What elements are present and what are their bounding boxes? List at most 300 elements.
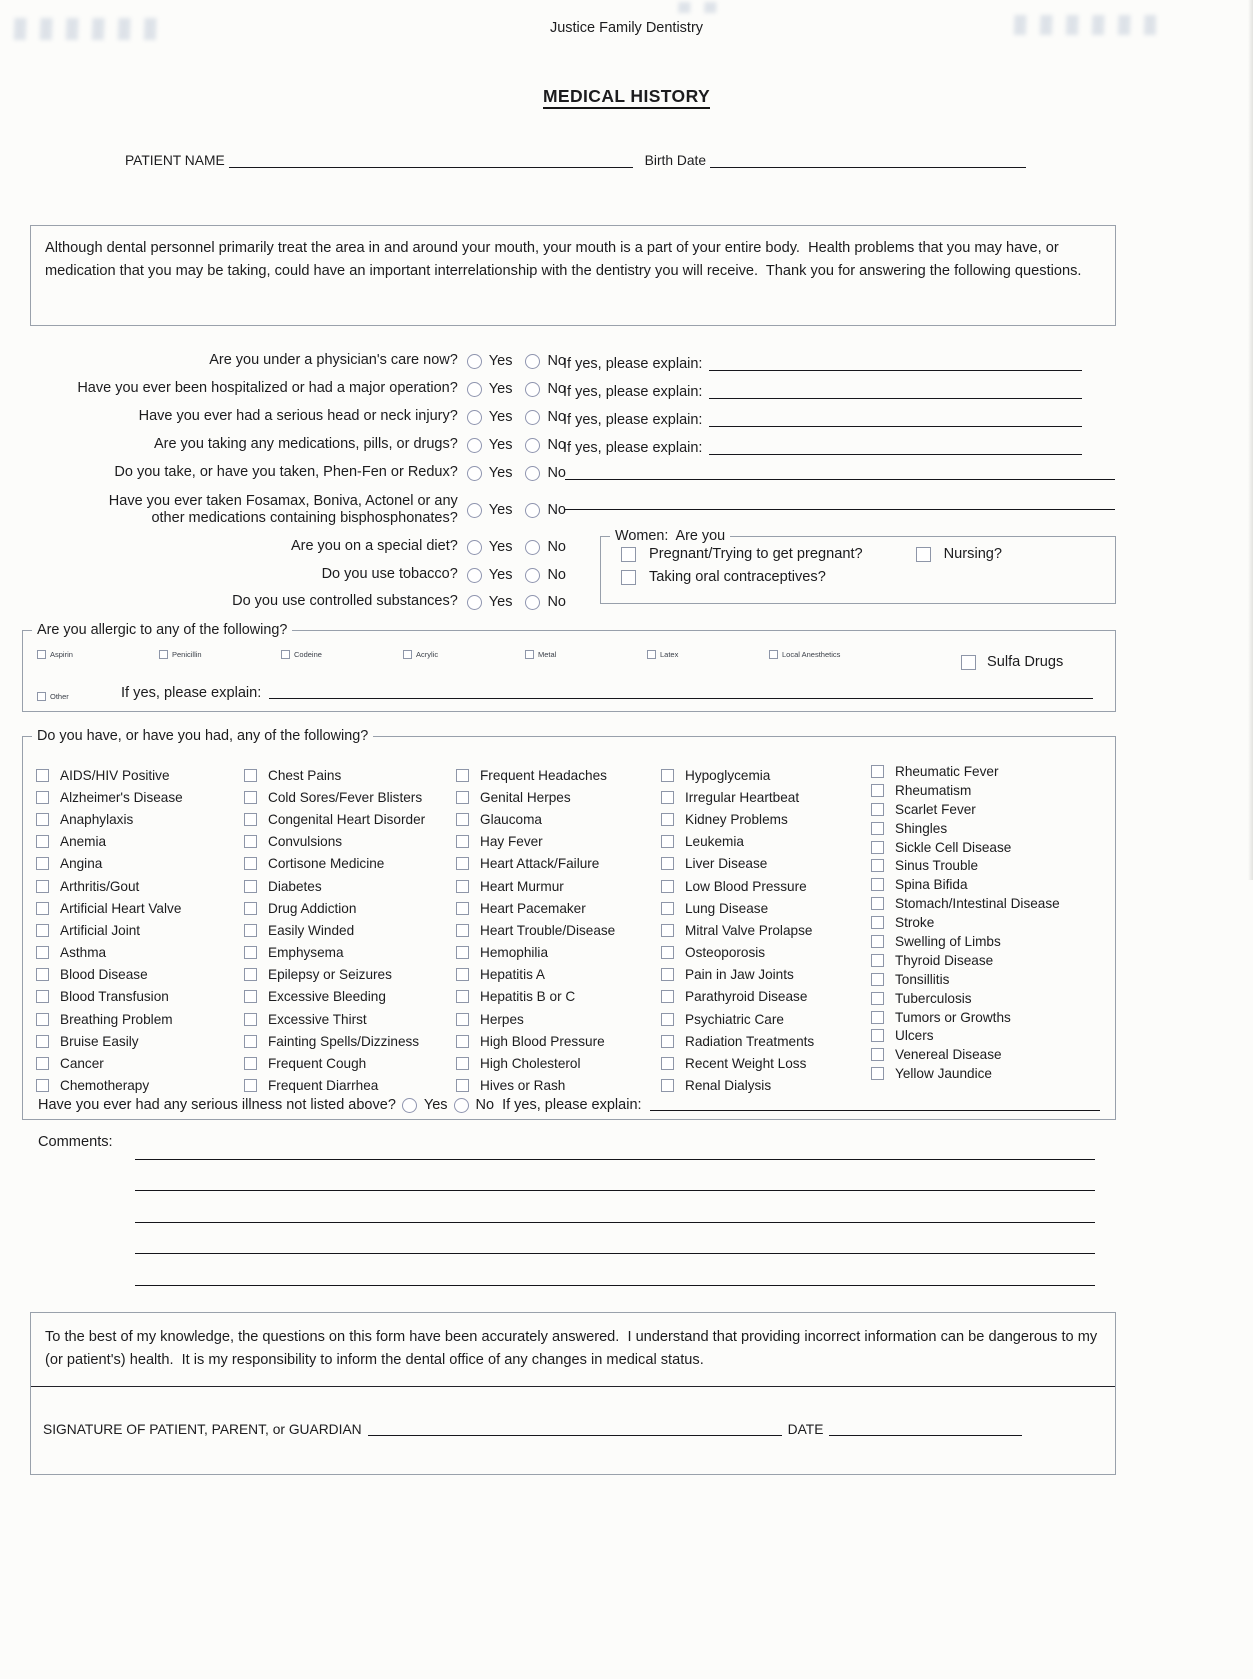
condition-checkbox[interactable] — [244, 990, 257, 1003]
condition-checkbox[interactable] — [456, 902, 469, 915]
sulfa-drugs-checkbox[interactable] — [961, 655, 976, 670]
allergy-checkbox[interactable] — [403, 650, 412, 659]
question-label: Do you use tobacco? — [321, 566, 458, 583]
condition-checkbox[interactable] — [244, 1057, 257, 1070]
allergy-item — [37, 650, 159, 659]
condition-checkbox[interactable] — [244, 1013, 257, 1026]
no-radio[interactable] — [525, 595, 540, 610]
condition-checkbox[interactable] — [456, 857, 469, 870]
condition-item — [661, 831, 814, 853]
condition-checkbox[interactable] — [36, 1057, 49, 1070]
conditions-column-1 — [36, 764, 183, 1097]
yes-radio[interactable] — [467, 503, 482, 518]
condition-checkbox[interactable] — [456, 791, 469, 804]
condition-item — [871, 932, 1060, 951]
condition-checkbox[interactable] — [244, 1035, 257, 1048]
condition-checkbox[interactable] — [661, 924, 674, 937]
condition-label: Osteoporosis — [685, 945, 766, 961]
no-radio[interactable] — [525, 410, 540, 425]
patient-name-label: PATIENT NAME — [125, 153, 225, 168]
condition-label: Hay Fever — [480, 834, 543, 850]
condition-label: Rheumatism — [895, 782, 972, 798]
yes-label: Yes — [488, 437, 513, 453]
page-title: MEDICAL HISTORY — [543, 86, 710, 109]
conditions-column-4 — [661, 764, 814, 1097]
condition-item — [36, 875, 183, 897]
condition-label: Genital Herpes — [480, 789, 571, 805]
condition-label: Chest Pains — [268, 767, 342, 783]
condition-item — [244, 942, 425, 964]
condition-checkbox[interactable] — [456, 946, 469, 959]
sulfa-drugs-label: Sulfa Drugs — [987, 654, 1064, 670]
condition-label: Breathing Problem — [60, 1011, 173, 1027]
condition-checkbox[interactable] — [456, 1079, 469, 1092]
condition-item — [456, 764, 615, 786]
condition-label: Parathyroid Disease — [685, 989, 808, 1005]
condition-item — [661, 1052, 814, 1074]
consent-section — [30, 1312, 1116, 1475]
explain-line[interactable] — [709, 398, 1082, 399]
condition-label: Hives or Rash — [480, 1078, 566, 1094]
condition-checkbox[interactable] — [871, 765, 884, 778]
condition-checkbox[interactable] — [36, 813, 49, 826]
condition-item — [871, 951, 1060, 970]
comments-line[interactable] — [135, 1285, 1095, 1286]
condition-checkbox[interactable] — [456, 924, 469, 937]
condition-checkbox[interactable] — [36, 1035, 49, 1048]
condition-checkbox[interactable] — [661, 946, 674, 959]
condition-item — [871, 800, 1060, 819]
birth-date-label: Birth Date — [644, 153, 707, 168]
yes-radio[interactable] — [467, 568, 482, 583]
condition-label: High Cholesterol — [480, 1056, 581, 1072]
explain-line[interactable] — [709, 454, 1082, 455]
condition-label: Hemophilia — [480, 945, 549, 961]
yes-radio[interactable] — [402, 1098, 417, 1113]
condition-item — [244, 964, 425, 986]
yes-radio[interactable] — [467, 438, 482, 453]
serious-illness-question: Have you ever had any serious illness not listed above? — [38, 1097, 396, 1113]
other-allergy-checkbox[interactable] — [37, 692, 46, 701]
serious-illness-explain-line[interactable] — [650, 1110, 1100, 1111]
patient-name-line[interactable] — [229, 167, 633, 168]
condition-checkbox[interactable] — [661, 813, 674, 826]
condition-label: Radiation Treatments — [685, 1033, 815, 1049]
condition-checkbox[interactable] — [661, 968, 674, 981]
condition-label: Renal Dialysis — [685, 1078, 772, 1094]
clinic-name: Justice Family Dentistry — [549, 20, 704, 36]
condition-label: Cold Sores/Fever Blisters — [268, 789, 423, 805]
allergy-label: Codeine — [294, 650, 322, 659]
condition-item — [244, 1052, 425, 1074]
condition-item — [36, 764, 183, 786]
allergy-other-row — [37, 682, 1093, 701]
no-radio[interactable] — [454, 1098, 469, 1113]
condition-checkbox[interactable] — [661, 769, 674, 782]
condition-item — [661, 1008, 814, 1030]
no-label: No — [475, 1097, 495, 1113]
yes-radio[interactable] — [467, 382, 482, 397]
condition-label: Heart Attack/Failure — [480, 856, 600, 872]
condition-item — [244, 786, 425, 808]
allergy-checkbox[interactable] — [525, 650, 534, 659]
question-label: Have you ever taken Fosamax, Boniva, Actonel or any other medications containing bisphosphonates? — [108, 492, 458, 526]
condition-item — [36, 853, 183, 875]
condition-label: Cortisone Medicine — [268, 856, 385, 872]
condition-item — [871, 781, 1060, 800]
condition-item — [456, 831, 615, 853]
condition-checkbox[interactable] — [871, 1067, 884, 1080]
condition-checkbox[interactable] — [661, 1013, 674, 1026]
condition-item — [661, 964, 814, 986]
condition-item — [661, 853, 814, 875]
condition-checkbox[interactable] — [871, 803, 884, 816]
no-radio[interactable] — [525, 540, 540, 555]
question-row-phen-fen — [20, 459, 566, 487]
condition-item — [244, 808, 425, 830]
condition-checkbox[interactable] — [244, 791, 257, 804]
condition-checkbox[interactable] — [36, 1013, 49, 1026]
allergy-checkbox[interactable] — [647, 650, 656, 659]
condition-checkbox[interactable] — [871, 973, 884, 986]
condition-checkbox[interactable] — [871, 878, 884, 891]
condition-label: Diabetes — [268, 878, 322, 894]
allergies-section — [22, 622, 1116, 712]
comments-line[interactable] — [135, 1222, 1095, 1223]
condition-label: Asthma — [60, 945, 107, 961]
yes-radio[interactable] — [467, 466, 482, 481]
condition-label: Drug Addiction — [268, 900, 357, 916]
yes-radio[interactable] — [467, 540, 482, 555]
conditions-section — [22, 728, 1116, 1120]
explain-line[interactable] — [565, 479, 1115, 480]
allergies-legend: Are you allergic to any of the following? — [37, 622, 288, 638]
condition-checkbox[interactable] — [456, 990, 469, 1003]
allergy-item — [159, 650, 281, 659]
condition-item — [871, 894, 1060, 913]
scan-edge — [1248, 0, 1253, 880]
condition-checkbox[interactable] — [36, 880, 49, 893]
allergy-checkbox[interactable] — [281, 650, 290, 659]
condition-checkbox[interactable] — [244, 968, 257, 981]
condition-label: Fainting Spells/Dizziness — [268, 1033, 420, 1049]
condition-checkbox[interactable] — [871, 916, 884, 929]
sulfa-drugs-item — [961, 654, 1063, 670]
condition-label: Blood Disease — [60, 967, 148, 983]
yes-radio[interactable] — [467, 595, 482, 610]
condition-checkbox[interactable] — [36, 924, 49, 937]
condition-label: Rheumatic Fever — [895, 763, 999, 779]
pregnant-checkbox[interactable] — [621, 547, 636, 562]
condition-checkbox[interactable] — [456, 1057, 469, 1070]
condition-item — [36, 919, 183, 941]
condition-checkbox[interactable] — [36, 835, 49, 848]
condition-item — [36, 986, 183, 1008]
condition-item — [244, 875, 425, 897]
allergy-explain-label: If yes, please explain: — [121, 685, 262, 701]
condition-item — [871, 1026, 1060, 1045]
question-row-controlled-substances — [20, 588, 566, 616]
patient-identity-row — [125, 146, 1030, 168]
conditions-legend: Do you have, or have you had, any of the following? — [37, 728, 369, 744]
allergy-item — [525, 650, 647, 659]
allergy-checkbox-row — [23, 650, 1115, 659]
yes-label: Yes — [488, 465, 513, 481]
condition-item — [36, 808, 183, 830]
condition-checkbox[interactable] — [244, 1079, 257, 1092]
no-radio[interactable] — [525, 466, 540, 481]
condition-label: Swelling of Limbs — [895, 933, 1001, 949]
condition-item — [244, 1075, 425, 1097]
no-label: No — [547, 594, 566, 610]
allergy-label: Latex — [660, 650, 679, 659]
condition-item — [36, 786, 183, 808]
condition-label: Shingles — [895, 820, 948, 836]
condition-checkbox[interactable] — [244, 813, 257, 826]
other-allergy-label: Other — [50, 692, 69, 701]
condition-label: Cancer — [60, 1056, 104, 1072]
condition-checkbox[interactable] — [871, 841, 884, 854]
condition-item — [456, 875, 615, 897]
condition-item — [871, 875, 1060, 894]
condition-checkbox[interactable] — [244, 857, 257, 870]
condition-checkbox[interactable] — [871, 859, 884, 872]
condition-item — [456, 919, 615, 941]
condition-checkbox[interactable] — [36, 857, 49, 870]
condition-checkbox[interactable] — [661, 1057, 674, 1070]
condition-item — [36, 964, 183, 986]
condition-checkbox[interactable] — [456, 880, 469, 893]
question-row-special-diet — [20, 533, 566, 561]
condition-checkbox[interactable] — [36, 1079, 49, 1092]
condition-item — [36, 1075, 183, 1097]
allergy-label: Local Anesthetics — [782, 650, 841, 659]
explain-line[interactable] — [709, 370, 1082, 371]
oral-contraceptives-label: Taking oral contraceptives? — [649, 569, 826, 585]
condition-item — [36, 1030, 183, 1052]
condition-label: Thyroid Disease — [895, 952, 994, 968]
explain-row — [563, 434, 1082, 456]
condition-label: Excessive Thirst — [268, 1011, 367, 1027]
condition-item — [456, 786, 615, 808]
condition-checkbox[interactable] — [871, 992, 884, 1005]
condition-item — [661, 919, 814, 941]
allergy-explain-line[interactable] — [269, 698, 1093, 699]
no-label: No — [547, 437, 566, 453]
comments-label: Comments: — [38, 1134, 113, 1150]
condition-label: Easily Winded — [268, 922, 355, 938]
condition-checkbox[interactable] — [456, 1035, 469, 1048]
condition-item — [871, 913, 1060, 932]
condition-label: Anemia — [60, 834, 107, 850]
condition-checkbox[interactable] — [244, 769, 257, 782]
condition-label: Anaphylaxis — [60, 811, 134, 827]
condition-label: Stomach/Intestinal Disease — [895, 896, 1060, 912]
yes-label: Yes — [488, 353, 513, 369]
condition-item — [244, 986, 425, 1008]
yes-radio[interactable] — [467, 410, 482, 425]
explain-row — [563, 378, 1082, 400]
explain-line[interactable] — [565, 509, 1115, 510]
women-row — [601, 569, 1115, 585]
condition-checkbox[interactable] — [36, 968, 49, 981]
condition-checkbox[interactable] — [871, 954, 884, 967]
explain-row — [563, 350, 1082, 372]
condition-checkbox[interactable] — [456, 835, 469, 848]
condition-checkbox[interactable] — [871, 897, 884, 910]
question-label: Are you under a physician's care now? — [209, 352, 458, 369]
condition-item — [661, 764, 814, 786]
condition-checkbox[interactable] — [871, 935, 884, 948]
allergy-label: Aspirin — [50, 650, 73, 659]
condition-checkbox[interactable] — [244, 946, 257, 959]
condition-label: Glaucoma — [480, 811, 542, 827]
no-radio[interactable] — [525, 438, 540, 453]
nursing-checkbox[interactable] — [916, 547, 931, 562]
condition-label: Low Blood Pressure — [685, 878, 807, 894]
condition-label: Lung Disease — [685, 900, 769, 916]
no-label: No — [547, 567, 566, 583]
condition-checkbox[interactable] — [661, 835, 674, 848]
comments-line[interactable] — [135, 1190, 1095, 1191]
divider — [31, 1386, 1115, 1387]
allergy-checkbox[interactable] — [159, 650, 168, 659]
condition-label: Convulsions — [268, 834, 343, 850]
condition-item — [244, 1030, 425, 1052]
condition-checkbox[interactable] — [36, 990, 49, 1003]
explain-line[interactable] — [709, 426, 1082, 427]
condition-label: Ulcers — [895, 1028, 934, 1044]
comments-line[interactable] — [135, 1253, 1095, 1254]
intro-paragraph: Although dental personnel primarily treat the area in and around your mouth, your mouth is a part of your entire body. Health problems that you may have, or medication that you may be taking, could have an important interrelationship with the dentistry you will receive. Thank you for answering the following questions. — [30, 225, 1116, 326]
allergy-checkbox[interactable] — [769, 650, 778, 659]
condition-label: Yellow Jaundice — [895, 1066, 992, 1082]
condition-item — [456, 964, 615, 986]
condition-label: Chemotherapy — [60, 1078, 150, 1094]
condition-label: Stroke — [895, 915, 935, 931]
signature-label: SIGNATURE OF PATIENT, PARENT, or GUARDIAN — [43, 1422, 362, 1437]
condition-item — [244, 853, 425, 875]
yes-label: Yes — [488, 539, 513, 555]
condition-checkbox[interactable] — [244, 835, 257, 848]
condition-checkbox[interactable] — [244, 880, 257, 893]
birth-date-line[interactable] — [710, 167, 1026, 168]
condition-checkbox[interactable] — [661, 880, 674, 893]
condition-label: Recent Weight Loss — [685, 1056, 807, 1072]
condition-item — [661, 808, 814, 830]
condition-checkbox[interactable] — [244, 924, 257, 937]
condition-label: Irregular Heartbeat — [685, 789, 800, 805]
condition-item — [661, 1030, 814, 1052]
condition-checkbox[interactable] — [661, 1035, 674, 1048]
condition-item — [871, 1008, 1060, 1027]
condition-checkbox[interactable] — [36, 769, 49, 782]
condition-checkbox[interactable] — [661, 1079, 674, 1092]
condition-label: Frequent Cough — [268, 1056, 367, 1072]
condition-item — [244, 919, 425, 941]
allergy-checkbox[interactable] — [37, 650, 46, 659]
condition-label: Excessive Bleeding — [268, 989, 386, 1005]
question-label: Do you use controlled substances? — [232, 593, 458, 610]
yes-label: Yes — [423, 1097, 448, 1113]
conditions-column-2 — [244, 764, 425, 1097]
condition-label: Arthritis/Gout — [60, 878, 140, 894]
yes-radio[interactable] — [467, 354, 482, 369]
comments-line[interactable] — [135, 1159, 1095, 1160]
condition-checkbox[interactable] — [456, 769, 469, 782]
condition-checkbox[interactable] — [36, 791, 49, 804]
condition-label: Artificial Joint — [60, 922, 141, 938]
condition-item — [36, 831, 183, 853]
condition-label: Leukemia — [685, 834, 744, 850]
no-radio[interactable] — [525, 354, 540, 369]
question-row-physician-care — [20, 347, 566, 375]
oral-contraceptives-checkbox[interactable] — [621, 570, 636, 585]
condition-item — [244, 1008, 425, 1030]
date-label: DATE — [787, 1422, 824, 1437]
yes-label: Yes — [488, 381, 513, 397]
women-section — [600, 528, 1116, 604]
question-label: Are you on a special diet? — [290, 538, 458, 555]
condition-checkbox[interactable] — [871, 1011, 884, 1024]
condition-label: Emphysema — [268, 945, 344, 961]
condition-checkbox[interactable] — [456, 813, 469, 826]
condition-checkbox[interactable] — [871, 1048, 884, 1061]
no-radio[interactable] — [525, 503, 540, 518]
condition-item — [456, 1052, 615, 1074]
condition-label: Pain in Jaw Joints — [685, 967, 794, 983]
condition-label: Tumors or Growths — [895, 1009, 1011, 1025]
condition-label: Sickle Cell Disease — [895, 839, 1012, 855]
condition-label: Bruise Easily — [60, 1033, 139, 1049]
condition-checkbox[interactable] — [456, 968, 469, 981]
condition-checkbox[interactable] — [871, 784, 884, 797]
condition-checkbox[interactable] — [871, 822, 884, 835]
allergy-item — [281, 650, 403, 659]
condition-item — [36, 897, 183, 919]
no-radio[interactable] — [525, 382, 540, 397]
condition-label: Heart Trouble/Disease — [480, 922, 616, 938]
conditions-column-5 — [871, 762, 1060, 1083]
condition-label: AIDS/HIV Positive — [60, 767, 170, 783]
condition-label: Hepatitis A — [480, 967, 545, 983]
no-radio[interactable] — [525, 568, 540, 583]
date-line[interactable] — [829, 1435, 1022, 1436]
condition-checkbox[interactable] — [661, 791, 674, 804]
condition-item — [456, 897, 615, 919]
condition-checkbox[interactable] — [36, 946, 49, 959]
condition-label: Liver Disease — [685, 856, 768, 872]
allergy-label: Acrylic — [416, 650, 439, 659]
condition-checkbox[interactable] — [456, 1013, 469, 1026]
condition-label: Mitral Valve Prolapse — [685, 922, 813, 938]
condition-checkbox[interactable] — [661, 902, 674, 915]
serious-illness-explain-label: If yes, please explain: — [502, 1097, 642, 1113]
condition-label: Frequent Headaches — [480, 767, 607, 783]
explain-label: If yes, please explain: — [563, 440, 703, 456]
condition-label: Hepatitis B or C — [480, 989, 576, 1005]
signature-line[interactable] — [368, 1435, 782, 1436]
condition-checkbox[interactable] — [244, 902, 257, 915]
condition-checkbox[interactable] — [661, 990, 674, 1003]
condition-checkbox[interactable] — [661, 857, 674, 870]
condition-checkbox[interactable] — [36, 902, 49, 915]
allergy-label: Penicillin — [172, 650, 202, 659]
condition-item — [456, 1030, 615, 1052]
condition-checkbox[interactable] — [871, 1029, 884, 1042]
question-row-medications — [20, 431, 566, 459]
women-legend: Women: Are you — [615, 528, 726, 544]
